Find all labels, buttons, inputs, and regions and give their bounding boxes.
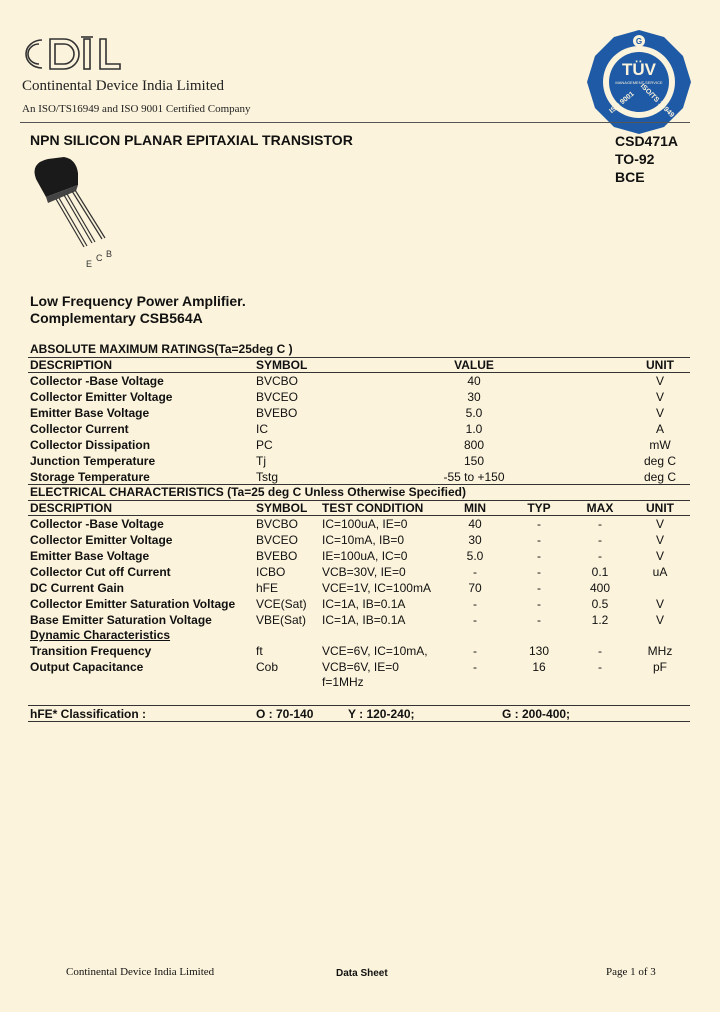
footer-center: Data Sheet <box>336 968 388 979</box>
abs-row-unit: A <box>655 422 664 436</box>
classification-g: G : 200-400; <box>502 707 571 721</box>
tuv-certification-badge <box>585 28 693 136</box>
elec-row-description: Transition Frequency <box>30 644 152 658</box>
abs-row-description: Storage Temperature <box>30 470 150 484</box>
elec-row-description: Collector Emitter Voltage <box>30 533 173 547</box>
abs-row-value: 150 <box>463 454 485 468</box>
elec-row-condition: VCE=1V, IC=100mA <box>322 581 431 595</box>
elec-row-max: - <box>598 660 602 674</box>
abs-header-value: VALUE <box>454 358 494 372</box>
abs-row-description: Collector -Base Voltage <box>30 374 164 388</box>
tuv-main-text: TÜV <box>622 60 656 79</box>
abs-max-rule-top <box>28 357 690 358</box>
to92-package-drawing <box>28 155 128 270</box>
elec-row-condition: IE=100uA, IC=0 <box>322 549 408 563</box>
abs-row-symbol: BVCBO <box>256 374 299 388</box>
elec-row-description: Collector Emitter Saturation Voltage <box>30 597 236 611</box>
elec-row-max: - <box>598 644 602 658</box>
abs-row-symbol: PC <box>256 438 273 452</box>
elec-row-condition: IC=1A, IB=0.1A <box>322 597 406 611</box>
pin-label-b: B <box>106 249 113 259</box>
abs-row-unit: V <box>655 390 664 404</box>
abs-row-value: 5.0 <box>465 406 483 420</box>
abs-row-unit: mW <box>649 438 671 452</box>
logo-text: CDIL <box>20 34 23 35</box>
elec-row-typ: - <box>537 613 541 627</box>
footer-company: Continental Device India Limited <box>66 966 215 978</box>
elec-row-min: - <box>473 613 477 627</box>
pin-label-e: E <box>86 259 93 269</box>
elec-header-description: DESCRIPTION <box>30 501 113 515</box>
elec-row-min: 40 <box>468 517 482 531</box>
abs-header-unit: UNIT <box>646 358 674 372</box>
elec-row-condition: VCB=30V, IE=0 <box>322 565 406 579</box>
abs-row-symbol: Tstg <box>256 470 279 484</box>
elec-row-symbol: ICBO <box>256 565 286 579</box>
elec-row-min: - <box>473 660 477 674</box>
elec-heading: ELECTRICAL CHARACTERISTICS (Ta=25 deg C Unless Otherwise Specified) <box>30 485 466 499</box>
abs-row-value: 30 <box>467 390 481 404</box>
abs-row-symbol: BVEBO <box>256 406 298 420</box>
abs-row-unit: deg C <box>643 454 677 468</box>
elec-row-symbol: VCE(Sat) <box>256 597 307 611</box>
classification-y: Y : 120-240; <box>348 707 415 721</box>
abs-row-description: Collector Current <box>30 422 129 436</box>
tuv-ts-text: ISO/TS 16949 <box>638 82 676 120</box>
abs-row-description: Emitter Base Voltage <box>30 406 150 420</box>
elec-row-typ: - <box>537 565 541 579</box>
abs-row-description: Junction Temperature <box>30 454 156 468</box>
elec-header-max: MAX <box>586 501 614 515</box>
elec-row-typ: - <box>537 533 541 547</box>
elec-row-unit: V <box>655 517 664 531</box>
elec-header-typ: TYP <box>527 501 551 515</box>
header-rule <box>20 122 690 123</box>
elec-row-symbol: Cob <box>256 660 279 674</box>
elec-row-symbol: BVEBO <box>256 549 298 563</box>
device-title: NPN SILICON PLANAR EPITAXIAL TRANSISTOR <box>30 132 353 148</box>
elec-row-condition: IC=1A, IB=0.1A <box>322 613 406 627</box>
class-rule-bottom <box>28 721 690 722</box>
package-type: TO-92 <box>615 151 655 167</box>
abs-header-description: DESCRIPTION <box>30 358 113 372</box>
elec-row-max: - <box>598 517 602 531</box>
elec-row-symbol: ft <box>256 644 263 658</box>
cob-condition-line2: f=1MHz <box>322 675 364 689</box>
elec-row-description: Output Capacitance <box>30 660 144 674</box>
elec-rule-header <box>28 515 690 516</box>
elec-header-min: MIN <box>464 501 486 515</box>
elec-row-condition: IC=100uA, IE=0 <box>322 517 408 531</box>
dynamic-heading: Dynamic Characteristics <box>30 628 171 642</box>
class-rule-top <box>28 705 690 706</box>
elec-row-unit: V <box>655 597 664 611</box>
elec-row-max: 1.2 <box>591 613 609 627</box>
elec-row-min: - <box>473 565 477 579</box>
abs-header-symbol: SYMBOL <box>256 358 308 372</box>
elec-row-symbol: BVCBO <box>256 517 299 531</box>
elec-row-max: 0.1 <box>591 565 609 579</box>
elec-row-min: 70 <box>468 581 482 595</box>
footer-page: Page 1 of 3 <box>606 966 656 978</box>
elec-row-typ: - <box>537 597 541 611</box>
part-number: CSD471A <box>615 133 679 149</box>
elec-row-max: - <box>598 533 602 547</box>
elec-row-unit: pF <box>652 660 667 674</box>
svg-text:G: G <box>635 37 643 46</box>
elec-row-min: 5.0 <box>466 549 484 563</box>
elec-row-unit: V <box>655 533 664 547</box>
pin-label-c: C <box>96 253 103 263</box>
elec-row-min: - <box>473 644 477 658</box>
elec-row-unit: V <box>655 613 664 627</box>
application-line: Low Frequency Power Amplifier. <box>30 293 246 309</box>
abs-max-rule-header <box>28 372 690 373</box>
part-info <box>615 132 678 186</box>
elec-row-description: Collector -Base Voltage <box>30 517 164 531</box>
elec-header-unit: UNIT <box>646 501 674 515</box>
elec-row-symbol: VBE(Sat) <box>256 613 307 627</box>
abs-row-value: 40 <box>467 374 481 388</box>
elec-row-min: - <box>473 597 477 611</box>
elec-row-condition: VCB=6V, IE=0 <box>322 660 399 674</box>
certification-text: An ISO/TS16949 and ISO 9001 Certified Company <box>22 103 251 115</box>
elec-header-symbol: SYMBOL <box>256 501 308 515</box>
tuv-sub-text: MANAGEMENT SERVICE <box>615 80 663 85</box>
abs-row-unit: V <box>655 406 664 420</box>
abs-row-unit: deg C <box>643 470 677 484</box>
cdil-logo <box>20 34 124 74</box>
elec-row-description: DC Current Gain <box>30 581 125 595</box>
abs-row-symbol: Tj <box>256 454 266 468</box>
elec-row-typ: - <box>537 581 541 595</box>
elec-row-description: Collector Cut off Current <box>30 565 171 579</box>
complementary-line: Complementary CSB564A <box>30 310 203 326</box>
elec-row-description: Emitter Base Voltage <box>30 549 150 563</box>
elec-row-unit: MHz <box>647 644 673 658</box>
classification-label: hFE* Classification : <box>30 707 147 721</box>
elec-row-typ: 16 <box>532 660 546 674</box>
elec-header-condition: TEST CONDITION <box>322 501 424 515</box>
pin-configuration: BCE <box>615 169 645 185</box>
elec-row-typ: - <box>537 517 541 531</box>
elec-row-unit: uA <box>652 565 668 579</box>
abs-row-value: 800 <box>463 438 485 452</box>
application-description <box>30 293 246 327</box>
abs-row-description: Collector Dissipation <box>30 438 151 452</box>
elec-row-unit: V <box>655 549 664 563</box>
elec-row-min: 30 <box>468 533 482 547</box>
abs-row-symbol: BVCEO <box>256 390 299 404</box>
tuv-iso-text: ISO 9001 <box>608 90 636 116</box>
company-name: Continental Device India Limited <box>22 78 225 94</box>
abs-row-value: 1.0 <box>465 422 483 436</box>
classification-o: O : 70-140 <box>256 707 314 721</box>
abs-row-value: -55 to +150 <box>443 470 505 484</box>
elec-row-max: - <box>598 549 602 563</box>
elec-row-description: Base Emitter Saturation Voltage <box>30 613 212 627</box>
elec-row-max: 0.5 <box>591 597 609 611</box>
abs-row-symbol: IC <box>256 422 268 436</box>
abs-row-unit: V <box>655 374 664 388</box>
elec-row-typ: 130 <box>528 644 550 658</box>
abs-max-heading: ABSOLUTE MAXIMUM RATINGS(Ta=25deg C ) <box>30 342 293 356</box>
elec-row-symbol: hFE <box>256 581 279 595</box>
elec-row-condition: VCE=6V, IC=10mA, <box>322 644 428 658</box>
elec-row-max: 400 <box>589 581 611 595</box>
elec-row-condition: IC=10mA, IB=0 <box>322 533 405 547</box>
elec-row-symbol: BVCEO <box>256 533 299 547</box>
elec-row-typ: - <box>537 549 541 563</box>
abs-row-description: Collector Emitter Voltage <box>30 390 173 404</box>
